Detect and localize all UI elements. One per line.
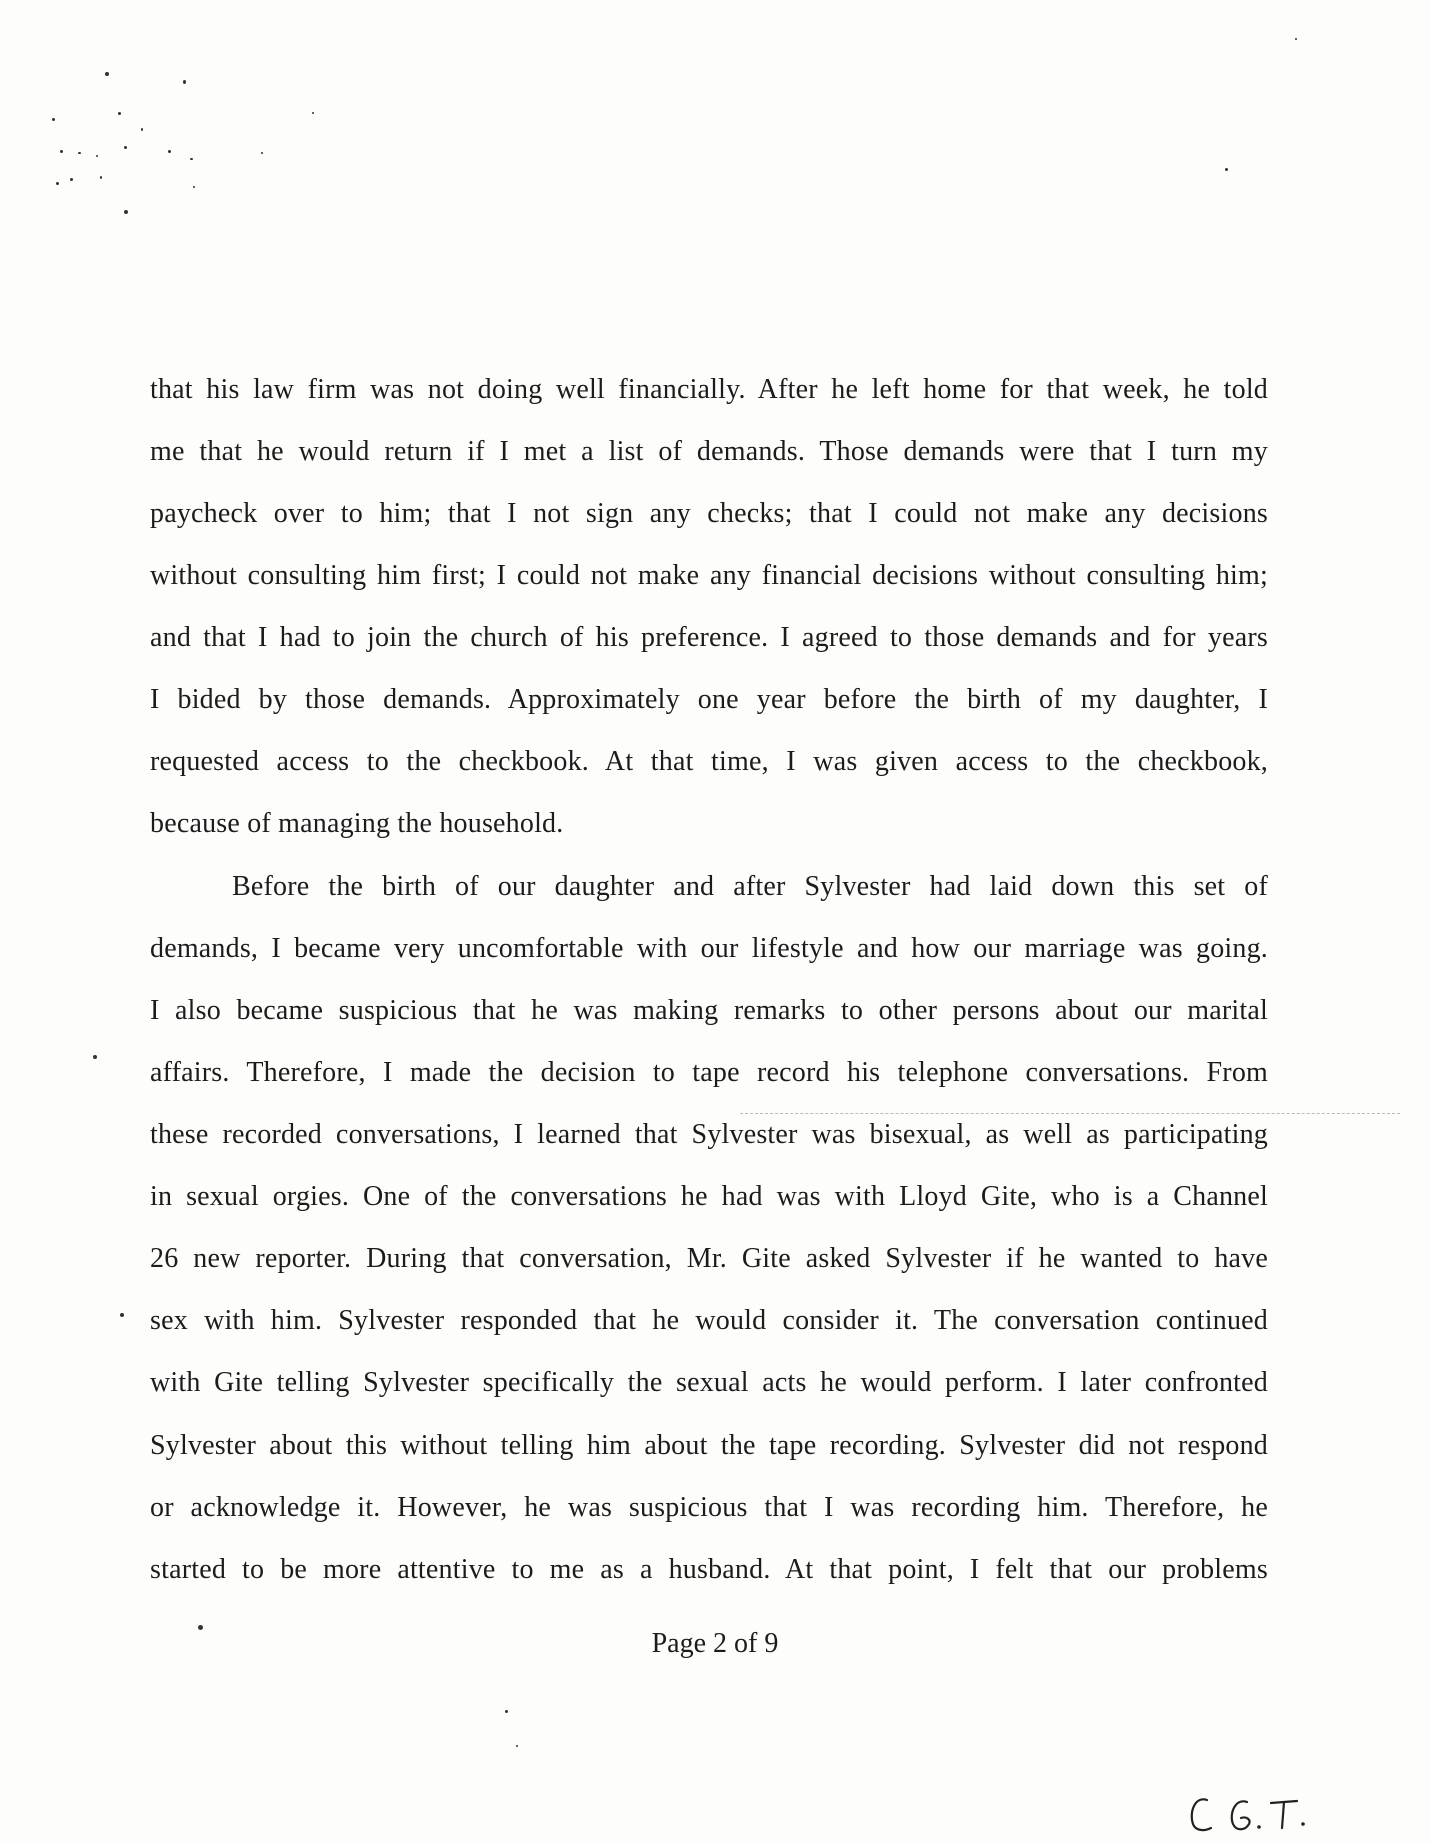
text-line: started to be more attentive to me as a husband. At that point, I felt that our problems (150, 1554, 1268, 1585)
text-line: me that he would return if I met a list of demands. Those demands were that I turn my (150, 436, 1268, 467)
page-number: Page 2 of 9 (651, 1628, 779, 1659)
text-line: in sexual orgies. One of the conversations he had was with Lloyd Gite, who is a Channel (150, 1181, 1268, 1212)
text-line: because of managing the household. (150, 808, 564, 839)
text-line: affairs. Therefore, I made the decision to tape record his telephone conversations. From (150, 1057, 1268, 1088)
text-line: or acknowledge it. However, he was suspicious that I was recording him. Therefore, he (150, 1492, 1268, 1523)
handwritten-initials (1185, 1794, 1335, 1841)
text-line: I also became suspicious that he was making remarks to other persons about our marital (150, 995, 1268, 1026)
text-line: demands, I became very uncomfortable with our lifestyle and how our marriage was going. (150, 933, 1268, 964)
text-line: 26 new reporter. During that conversation, Mr. Gite asked Sylvester if he wanted to have (150, 1243, 1268, 1274)
text-line: requested access to the checkbook. At that time, I was given access to the checkbook, (150, 746, 1268, 777)
text-line: and that I had to join the church of his preference. I agreed to those demands and for years (150, 622, 1268, 653)
paragraph-first-line: Before the birth of our daughter and after Sylvester had laid down this set of (232, 871, 1268, 902)
scan-artifact-line (740, 1113, 1400, 1114)
text-line: these recorded conversations, I learned that Sylvester was bisexual, as well as participating (150, 1119, 1268, 1150)
text-line: that his law firm was not doing well financially. After he left home for that week, he told (150, 374, 1268, 405)
text-line: Sylvester about this without telling him about the tape recording. Sylvester did not respond (150, 1430, 1268, 1461)
text-line: paycheck over to him; that I not sign any checks; that I could not make any decisions (150, 498, 1268, 529)
text-line: with Gite telling Sylvester specifically the sexual acts he would perform. I later confronted (150, 1367, 1268, 1398)
text-line: sex with him. Sylvester responded that he would consider it. The conversation continued (150, 1305, 1268, 1336)
text-line: I bided by those demands. Approximately one year before the birth of my daughter, I (150, 684, 1268, 715)
text-line: without consulting him first; I could not make any financial decisions without consulting him; (150, 560, 1268, 591)
